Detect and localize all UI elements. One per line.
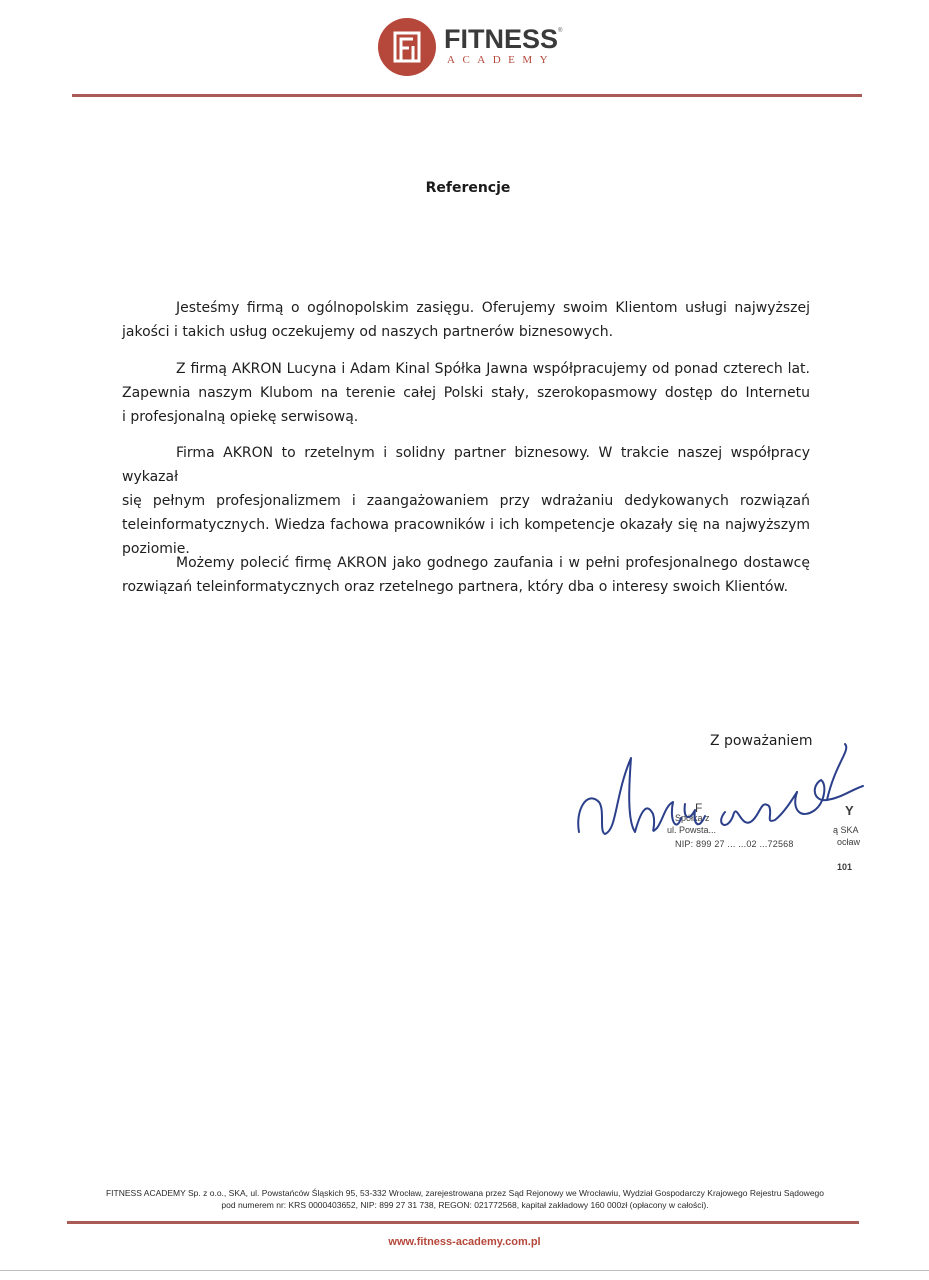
logo-wordmark: FITNESS bbox=[444, 24, 559, 54]
paragraph-line: Z firmą AKRON Lucyna i Adam Kinal Spółka Jawna współpracujemy od ponad czterech lat. bbox=[176, 361, 810, 377]
stamp-line: ocław bbox=[837, 837, 861, 847]
scan-edge-line bbox=[0, 1270, 929, 1271]
paragraph-line: poziomie. bbox=[122, 541, 190, 557]
logo-subtitle: ACADEMY bbox=[447, 54, 556, 66]
stamp-line: Spółka z bbox=[675, 813, 710, 823]
stamp-line: Y bbox=[845, 803, 854, 818]
footer-company-details bbox=[60, 1187, 870, 1211]
paragraph-2 bbox=[122, 357, 810, 429]
paragraph-line: teleinformatycznych. Wiedza fachowa pracowników i ich kompetencje okazały się na najwyższym bbox=[122, 517, 810, 533]
paragraph-line: Firma AKRON to rzetelnym i solidny partner biznesowy. W trakcie naszej współpracy wykazał bbox=[122, 445, 810, 485]
footer-line: FITNESS ACADEMY Sp. z o.o., SKA, ul. Powstańców Śląskich 95, 53-332 Wrocław, zarejestrowana przez Sąd Rejonowy we Wrocławiu, Wydział Gospodarczy Krajowego Rejestru Sądowego bbox=[105, 1188, 825, 1198]
paragraph-1 bbox=[122, 296, 810, 344]
fitness-academy-logo bbox=[378, 18, 568, 78]
handwritten-signature bbox=[565, 740, 875, 850]
header-divider bbox=[72, 94, 862, 97]
footer-line: pod numerem nr: KRS 0000403652, NIP: 899 27 31 738, REGON: 021772568, kapitał zakładowy 160 000zł (opłacony w całości). bbox=[221, 1200, 709, 1210]
paragraph-line: się pełnym profesjonalizmem i zaangażowaniem przy wdrażaniu dedykowanych rozwiązań bbox=[122, 493, 810, 509]
stamp-line: F bbox=[695, 801, 703, 815]
letter-title: Referencje bbox=[425, 180, 511, 196]
stamp-line: ą SKA bbox=[833, 825, 859, 835]
paragraph-line: Zapewnia naszym Klubom na terenie całej Polski stały, szerokopasmowy dostęp do Internetu bbox=[122, 385, 810, 401]
stamp-line: 101 bbox=[837, 862, 853, 872]
logo-registered-mark: ® bbox=[558, 28, 563, 34]
paragraph-4 bbox=[122, 551, 810, 599]
stamp-line: ul. Powsta... bbox=[667, 825, 717, 835]
paragraph-line: rozwiązań teleinformatycznych oraz rzetelnego partnera, który dba o interesy swoich Klientów. bbox=[122, 579, 789, 595]
paragraph-line: Jesteśmy firmą o ogólnopolskim zasięgu. Oferujemy swoim Klientom usługi najwyższej bbox=[176, 300, 810, 316]
paragraph-3 bbox=[122, 441, 810, 561]
closing-salutation: Z poważaniem bbox=[710, 733, 813, 749]
footer-divider bbox=[67, 1221, 859, 1224]
paragraph-line: Możemy polecić firmę AKRON jako godnego zaufania i w pełni profesjonalnego dostawcę bbox=[176, 555, 810, 571]
stamp-line: NIP: 899 27 ... ...02 ...72568 bbox=[675, 839, 794, 849]
paragraph-line: i profesjonalną opiekę serwisową. bbox=[122, 409, 359, 425]
footer-website-link[interactable]: www.fitness-academy.com.pl bbox=[388, 1236, 541, 1248]
paragraph-line: jakości i takich usług oczekujemy od naszych partnerów biznesowych. bbox=[122, 324, 614, 340]
logo-emblem-icon bbox=[378, 18, 436, 76]
